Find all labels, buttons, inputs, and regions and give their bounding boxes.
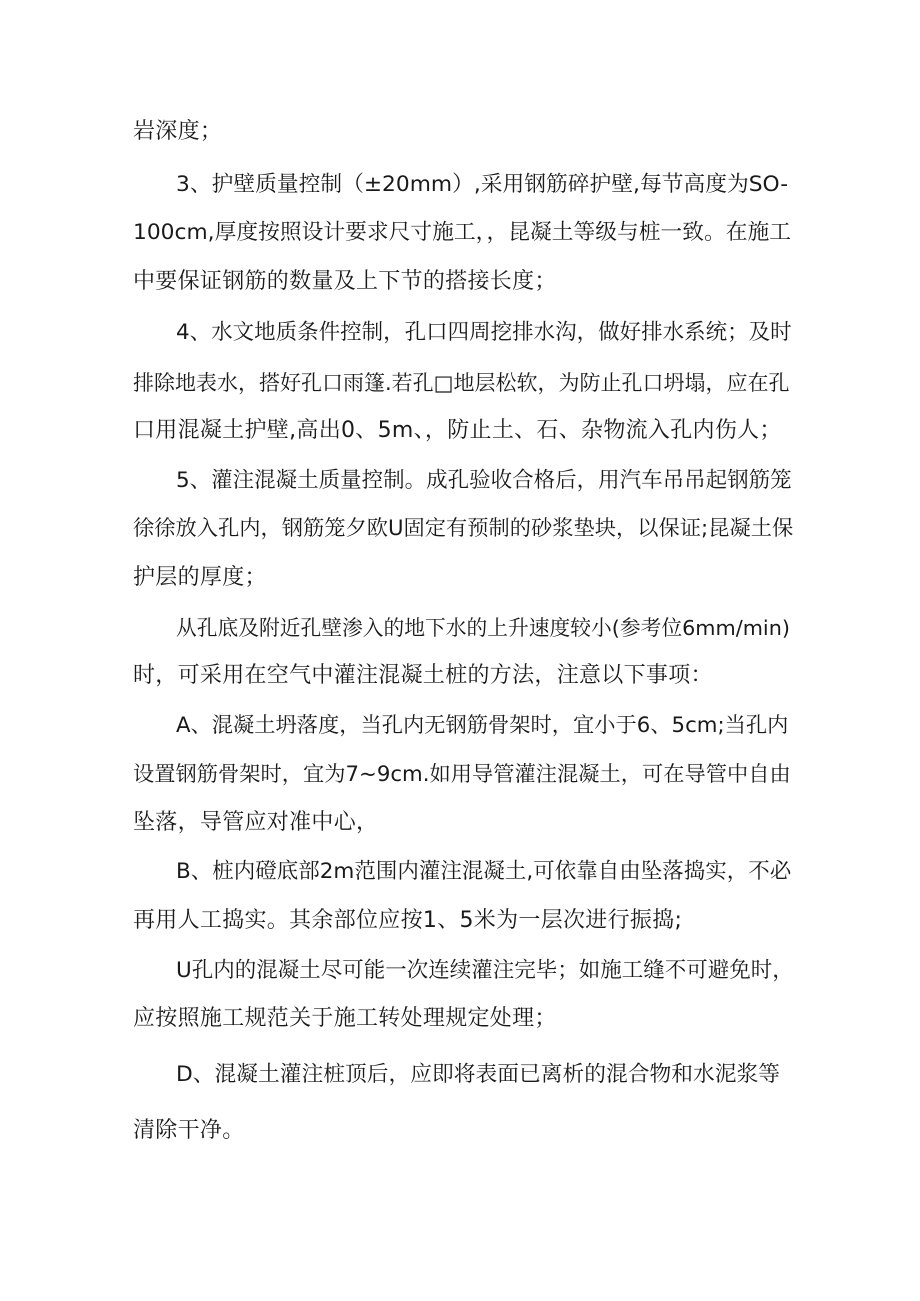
text-line-14: 设置钢筋骨架时，宜为7~9cm.如用导管灌注混凝土，可在导管中自由	[133, 762, 791, 787]
text-line-5: 4、水文地质条件控制，孔口四周挖排水沟，做好排水系统；及时	[176, 320, 792, 345]
text-line-7: 口用混凝土护壁,高出0、5m、，防止土、石、杂物流入孔内伤人；	[133, 418, 782, 443]
text-line-8: 5、灌注混凝土质量控制。成孔验收合格后，用汽车吊吊起钢筋笼	[176, 468, 792, 493]
text-line-19: 应按照施工规范关于施工转处理规定处理；	[133, 1006, 557, 1031]
text-line-20: D、混凝土灌注桩顶后，应即将表面已离析的混合物和水泥浆等	[176, 1062, 780, 1087]
text-line-1: 岩深度；	[133, 119, 223, 144]
text-line-18: U孔内的混凝土尽可能一次连续灌注完毕；如施工缝不可避免时，	[176, 958, 794, 983]
text-line-16: B、桩内磴底部2m范围内灌注混凝土,可依靠自由坠落捣实，不必	[176, 859, 792, 884]
text-line-12: 时，可采用在空气中灌注混凝土桩的方法，注意以下事项：	[133, 663, 713, 688]
text-line-21: 清除干净。	[133, 1118, 245, 1143]
text-line-10: 护层的厚度；	[133, 565, 267, 590]
text-line-6: 排除地表水，搭好孔口雨篷.若孔□地层松软，为防止孔口坍塌，应在孔	[133, 371, 790, 395]
text-line-17: 再用人工捣实。其余部位应按1、5米为一层次进行振捣;	[133, 908, 683, 933]
text-line-3: 100cm,厚度按照设计要求尺寸施工，，昆凝土等级与桩一致。在施工	[133, 220, 791, 245]
text-line-13: A、混凝土坍落度，当孔内无钢筋骨架时，宜小于6、5cm;当孔内	[176, 713, 789, 738]
text-line-9: 徐徐放入孔内，钢筋笼夕欧U固定有预制的砂浆垫块，以保证;昆凝土保	[133, 516, 794, 541]
text-line-4: 中要保证钢筋的数量及上下节的搭接长度；	[133, 269, 557, 294]
text-line-15: 坠落，导管应对准中心，	[133, 810, 379, 835]
text-line-11: 从孔底及附近孔壁渗入的地下水的上升速度较小(参考位6mm∕min)	[176, 616, 790, 640]
text-line-2: 3、护壁质量控制（±20mm）,采用钢筋碎护壁,每节高度为SO-	[176, 172, 789, 197]
